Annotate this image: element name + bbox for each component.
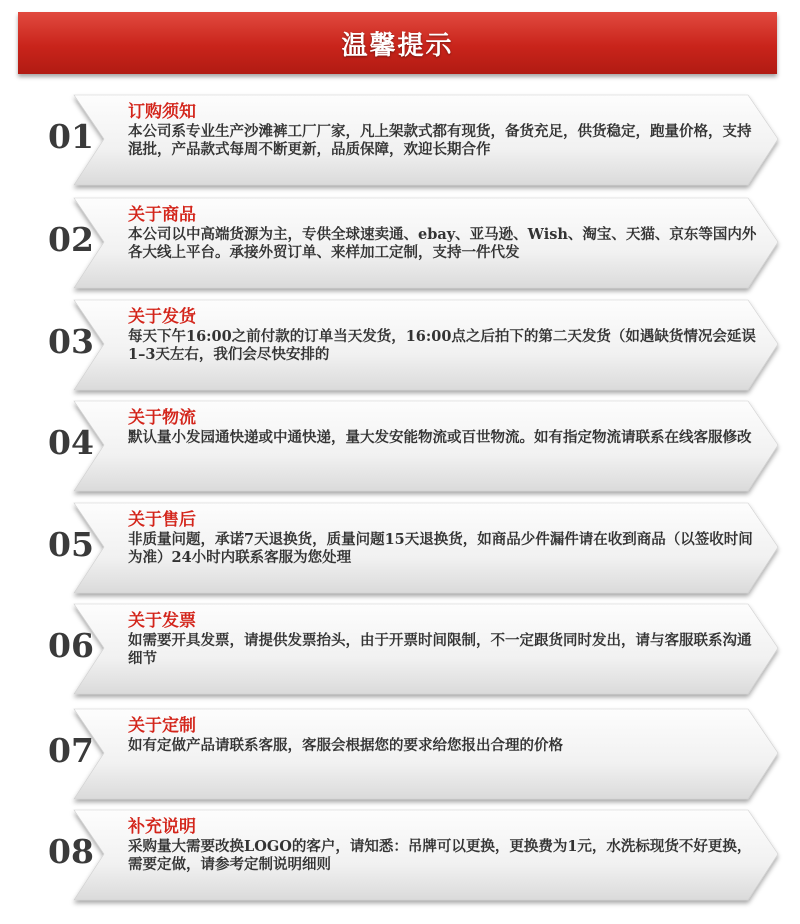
item-text: 默认量小发园通快递或中通快递，量大发安能物流或百世物流。如有指定物流请联系在线客服修改 bbox=[128, 429, 752, 446]
item-text: 本公司系专业生产沙滩裤工厂厂家，凡上架款式都有现货，备货充足，供货稳定，跑量价格，支持混批，产品款式每周不断更新，品质保障，欢迎长期合作 bbox=[128, 123, 752, 158]
item-text: 每天下午16:00之前付款的订单当天发货，16:00点之后拍下的第二天发货（如遇缺货情况会延误1–3天左右，我们会尽快安排的 bbox=[128, 328, 756, 363]
item-number: 01 bbox=[48, 117, 94, 156]
notice-item bbox=[0, 604, 800, 700]
item-number: 03 bbox=[48, 322, 94, 361]
item-title: 补充说明 bbox=[128, 817, 196, 837]
item-number: 07 bbox=[48, 731, 94, 770]
item-title: 关于定制 bbox=[128, 716, 196, 736]
item-number: 04 bbox=[48, 423, 94, 462]
notice-item bbox=[0, 709, 800, 805]
notice-item bbox=[0, 95, 800, 191]
item-title: 关于商品 bbox=[128, 205, 196, 225]
header-banner bbox=[18, 12, 777, 74]
item-title: 订购须知 bbox=[128, 102, 196, 122]
chevron-card-shape bbox=[0, 709, 800, 805]
notice-item bbox=[0, 503, 800, 599]
item-text: 本公司以中高端货源为主，专供全球速卖通、ebay、亚马逊、Wish、淘宝、天猫、京东等国内外各大线上平台。承接外贸订单、来样加工定制，支持一件代发 bbox=[128, 226, 757, 261]
item-text: 如需要开具发票，请提供发票抬头，由于开票时间限制，不一定跟货同时发出，请与客服联系沟通细节 bbox=[128, 632, 752, 667]
item-title: 关于发票 bbox=[128, 611, 196, 631]
item-title: 关于发货 bbox=[128, 307, 196, 327]
banner-title: 温馨提示 bbox=[341, 30, 454, 61]
item-text: 非质量问题，承诺7天退换货，质量问题15天退换货，如商品少件漏件请在收到商品（以签收时间为准）24小时内联系客服为您处理 bbox=[128, 531, 753, 566]
chevron-card-shape bbox=[0, 401, 800, 497]
item-number: 05 bbox=[48, 525, 94, 564]
notice-item bbox=[0, 810, 800, 906]
item-title: 关于售后 bbox=[128, 510, 196, 530]
item-text: 采购量大需要改换LOGO的客户，请知悉：吊牌可以更换，更换费为1元，水洗标现货不好更换，需要定做，请参考定制说明细则 bbox=[128, 838, 752, 873]
notice-item bbox=[0, 401, 800, 497]
notice-item bbox=[0, 300, 800, 396]
item-number: 06 bbox=[48, 626, 94, 665]
item-title: 关于物流 bbox=[128, 408, 196, 428]
item-number: 02 bbox=[48, 220, 94, 259]
item-text: 如有定做产品请联系客服，客服会根据您的要求给您报出合理的价格 bbox=[128, 737, 563, 754]
notice-item bbox=[0, 198, 800, 294]
item-number: 08 bbox=[48, 832, 94, 871]
